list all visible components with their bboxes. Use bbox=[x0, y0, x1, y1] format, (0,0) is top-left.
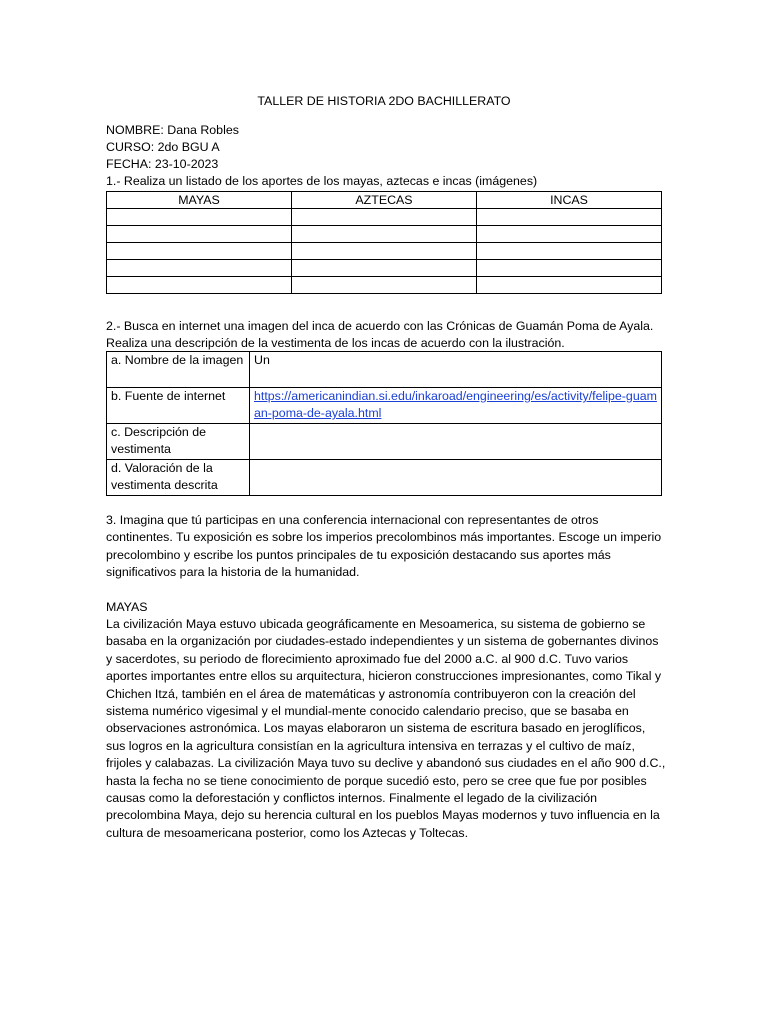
question-1-prompt: 1.- Realiza un listado de los aportes de los mayas, aztecas e incas (imágenes) bbox=[106, 174, 538, 188]
table-row bbox=[107, 460, 662, 496]
table-row bbox=[107, 209, 662, 226]
source-link[interactable]: https://americanindian.si.edu/inkaroad/engineering/es/activity/felipe-guaman-poma-de-ayala.html bbox=[254, 389, 657, 420]
clothing-assessment-value[interactable] bbox=[250, 460, 662, 496]
table-cell[interactable] bbox=[477, 209, 662, 226]
mayas-body: La civilización Maya estuvo ubicada geográficamente en Mesoamerica, su sistema de gobierno se basaba en la organización por ciudades-estado independientes y un sistema de gobernantes divinos y sacerdotes, su periodo de florecimiento aproximado fue del 2000 a.C. al 900 d.C. Tuvo varios aportes importantes entre ellos su arquitectura, hicieron construcciones impresionantes, como Tikal y Chichen Itzá, también en el área de matemáticas y astronomía contribuyeron con la creación del sistema numérico vigesimal y el mundial-mente conocido calendario preciso, que se basaba en observaciones astronómica. Los mayas elaboraron un sistema de escritura basado en jeroglíficos, sus logros en la agricultura consistían en la agricultura intensiva en terrazas y el cultivo de maíz, frijoles y calabazas. La civilización Maya tuvo su declive y abandonó sus ciudades en el año 900 d.C., hasta la fecha no se tiene conocimiento de porque sucedió esto, pero se cree que fue por posibles causas como la deforestación y conflictos internos. Finalmente el legado de la civilización precolombina Maya, dejo su herencia cultural en los pueblos Mayas modernos y tuvo influencia en la cultura de mesoamericana posterior, como los Aztecas y Toltecas. bbox=[106, 617, 666, 840]
row-label-clothing-description: c. Descripción de vestimenta bbox=[107, 424, 250, 460]
table-row bbox=[107, 243, 662, 260]
row-label-clothing-assessment: d. Valoración de la vestimenta descrita bbox=[107, 460, 250, 496]
image-name-value[interactable]: Un bbox=[250, 352, 662, 388]
student-name: NOMBRE: Dana Robles bbox=[106, 123, 239, 137]
column-header-incas: INCAS bbox=[477, 192, 662, 209]
table-cell[interactable] bbox=[477, 277, 662, 294]
column-header-aztecas: AZTECAS bbox=[292, 192, 477, 209]
table-cell[interactable] bbox=[107, 226, 292, 243]
mayas-heading: MAYAS bbox=[106, 600, 148, 614]
student-course: CURSO: 2do BGU A bbox=[106, 140, 220, 154]
contributions-table bbox=[106, 191, 662, 294]
table-row bbox=[107, 424, 662, 460]
inca-image-table bbox=[106, 351, 662, 496]
clothing-description-value[interactable] bbox=[250, 424, 662, 460]
table-row bbox=[107, 226, 662, 243]
table-cell[interactable] bbox=[292, 277, 477, 294]
table-row bbox=[107, 388, 662, 424]
table-cell[interactable] bbox=[292, 226, 477, 243]
table-cell[interactable] bbox=[107, 260, 292, 277]
source-cell bbox=[250, 388, 662, 424]
row-label-image-name: a. Nombre de la imagen bbox=[107, 352, 250, 388]
table-cell[interactable] bbox=[292, 209, 477, 226]
document-title: TALLER DE HISTORIA 2DO BACHILLERATO bbox=[257, 94, 511, 108]
table-cell[interactable] bbox=[292, 243, 477, 260]
question-2-line-1: 2.- Busca en internet una imagen del inca de acuerdo con las Crónicas de Guamán Poma de Ayala. bbox=[106, 319, 654, 333]
table-row bbox=[107, 352, 662, 388]
table-cell[interactable] bbox=[477, 243, 662, 260]
table-cell[interactable] bbox=[292, 260, 477, 277]
table-cell[interactable] bbox=[107, 277, 292, 294]
table-cell[interactable] bbox=[107, 243, 292, 260]
question-2-line-2: Realiza una descripción de la vestimenta de los incas de acuerdo con la ilustración. bbox=[106, 336, 565, 350]
row-label-internet-source: b. Fuente de internet bbox=[107, 388, 250, 424]
table-row bbox=[107, 277, 662, 294]
table-cell[interactable] bbox=[107, 209, 292, 226]
date-line: FECHA: 23-10-2023 bbox=[106, 157, 219, 171]
table-row bbox=[107, 260, 662, 277]
table-cell[interactable] bbox=[477, 260, 662, 277]
column-header-mayas: MAYAS bbox=[107, 192, 292, 209]
table-header-row bbox=[107, 192, 662, 209]
question-3-prompt: 3. Imagina que tú participas en una conferencia internacional con representantes de otros continentes. Tu exposición es sobre los imperios precolombinos más importantes. Escoge un imperio precolombino y escribe los puntos principales de tu exposición destacando sus aportes más significativos para la historia de la humanidad. bbox=[106, 513, 662, 580]
table-cell[interactable] bbox=[477, 226, 662, 243]
